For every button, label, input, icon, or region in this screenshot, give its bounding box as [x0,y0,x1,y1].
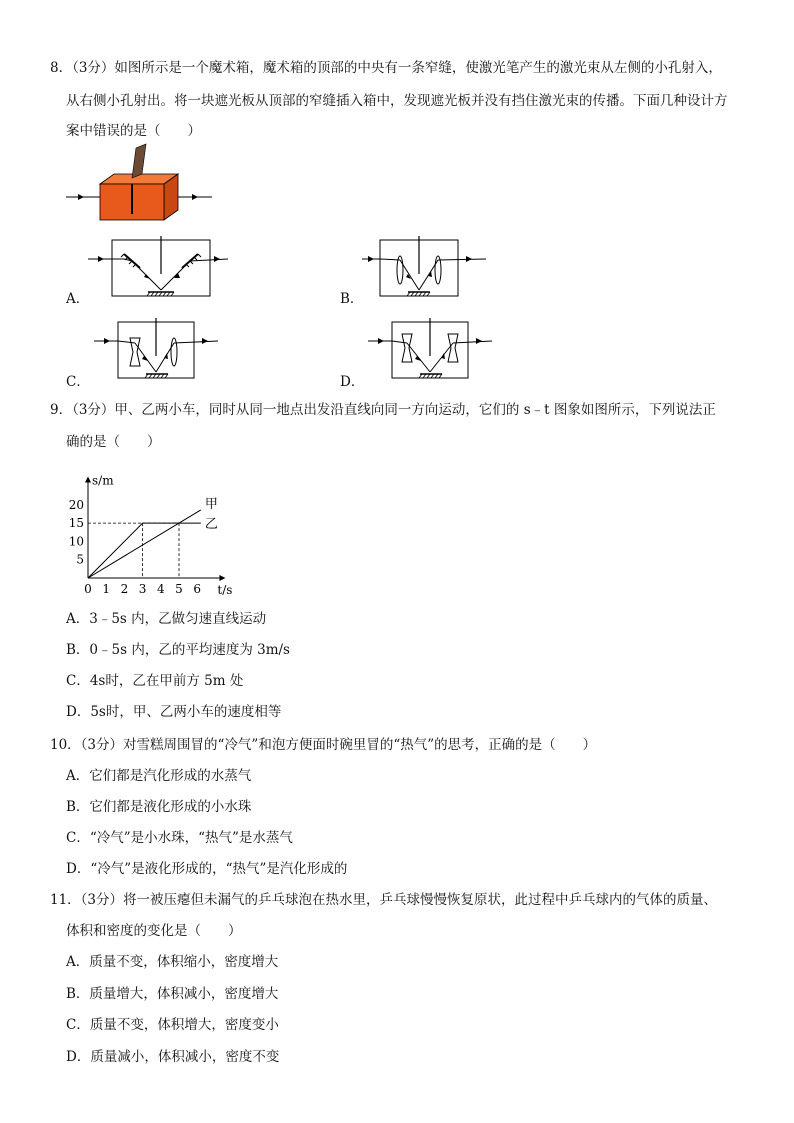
y-axis-label: s/m [92,473,114,488]
q11-stem-line2: 体积和密度的变化是（ ） [66,923,242,939]
x-axis-arrow [219,575,225,581]
x-axis-label: t/s [217,583,233,597]
q8-option-b-diagram [362,234,486,300]
x-tick-label: 1 [102,582,111,596]
q8-option-a-diagram [88,234,228,300]
q10-option-b: B．它们都是液化形成的小水珠 [66,799,252,815]
q8-option-d-diagram [368,316,492,382]
x-tick-label: 4 [156,582,165,596]
y-tick-label: 15 [68,516,84,531]
q8-option-d-label: D． [340,374,365,390]
q9-stem-line1: 9．（3分）甲、乙两小车，同时从同一地点出发沿直线向同一方向运动，它们的 s﹣t 图象如图所示，下列说法正 [50,402,716,418]
q9-option-b: B．0﹣5s 内，乙的平均速度为 3m/s [66,642,290,658]
y-tick-label: 5 [76,552,84,567]
series-label-jia: 甲 [204,496,218,512]
q10-stem-line1: 10．（3分）对雪糕周围冒的“冷气”和泡方便面时碗里冒的“热气”的思考，正确的是（ ） [50,737,597,753]
q10-option-d: D．“冷气”是液化形成的，“热气”是汽化形成的 [66,861,348,877]
q11-option-b: B．质量增大，体积减小，密度增大 [66,986,279,1002]
q9-option-d: D．5s时，甲、乙两小车的速度相等 [66,704,282,720]
q8-option-a-label: A． [66,291,90,307]
q8-stem-line3: 案中错误的是（ ） [66,123,201,139]
q8-stem-line1: 8．（3分）如图所示是一个魔术箱，魔术箱的顶部的中央有一条窄缝，使激光笔产生的激光束从左侧的小孔射入， [50,60,722,76]
q11-option-c: C．质量不变，体积增大，密度变小 [66,1017,279,1033]
q9-option-a: A．3﹣5s 内，乙做匀速直线运动 [66,611,267,627]
x-tick-label: 0 [84,582,92,596]
x-tick-label: 2 [120,582,129,596]
q9-option-c: C．4s时，乙在甲前方 5m 处 [66,673,244,689]
q8-option-c-label: C． [66,374,90,390]
x-tick-label: 5 [175,582,183,596]
magic-box-figure [64,142,214,226]
blocking-board [132,144,146,178]
q8-option-c-diagram [94,316,218,382]
series-line-jia [88,510,201,578]
y-tick-label: 10 [68,534,84,549]
q11-option-d: D．质量减小，体积减小，密度不变 [66,1049,280,1065]
s-t-chart [60,452,260,600]
y-tick-label: 20 [68,497,84,512]
q8-stem-line2: 从右侧小孔射出。将一块遮光板从顶部的窄缝插入箱中，发现遮光板并没有挡住激光束的传播。下面几种设计方 [66,93,728,109]
x-tick-label: 3 [138,582,147,596]
q10-option-c: C．“冷气”是小水珠，“热气”是水蒸气 [66,830,293,846]
series-label-yi: 乙 [204,517,218,533]
y-axis-arrow [85,477,91,483]
q8-option-b-label: B． [340,291,364,307]
x-tick-label: 6 [193,582,202,596]
q9-stem-line2: 确的是（ ） [66,434,161,450]
q10-option-a: A．它们都是汽化形成的水蒸气 [66,768,252,784]
q11-option-a: A．质量不变，体积缩小，密度增大 [66,954,279,970]
series-line-yi [88,523,201,578]
q11-stem-line1: 11．（3分）将一被压瘪但未漏气的乒乓球泡在热水里，乒乓球慢慢恢复原状，此过程中乒乓球内的气体的质量、 [50,892,718,908]
